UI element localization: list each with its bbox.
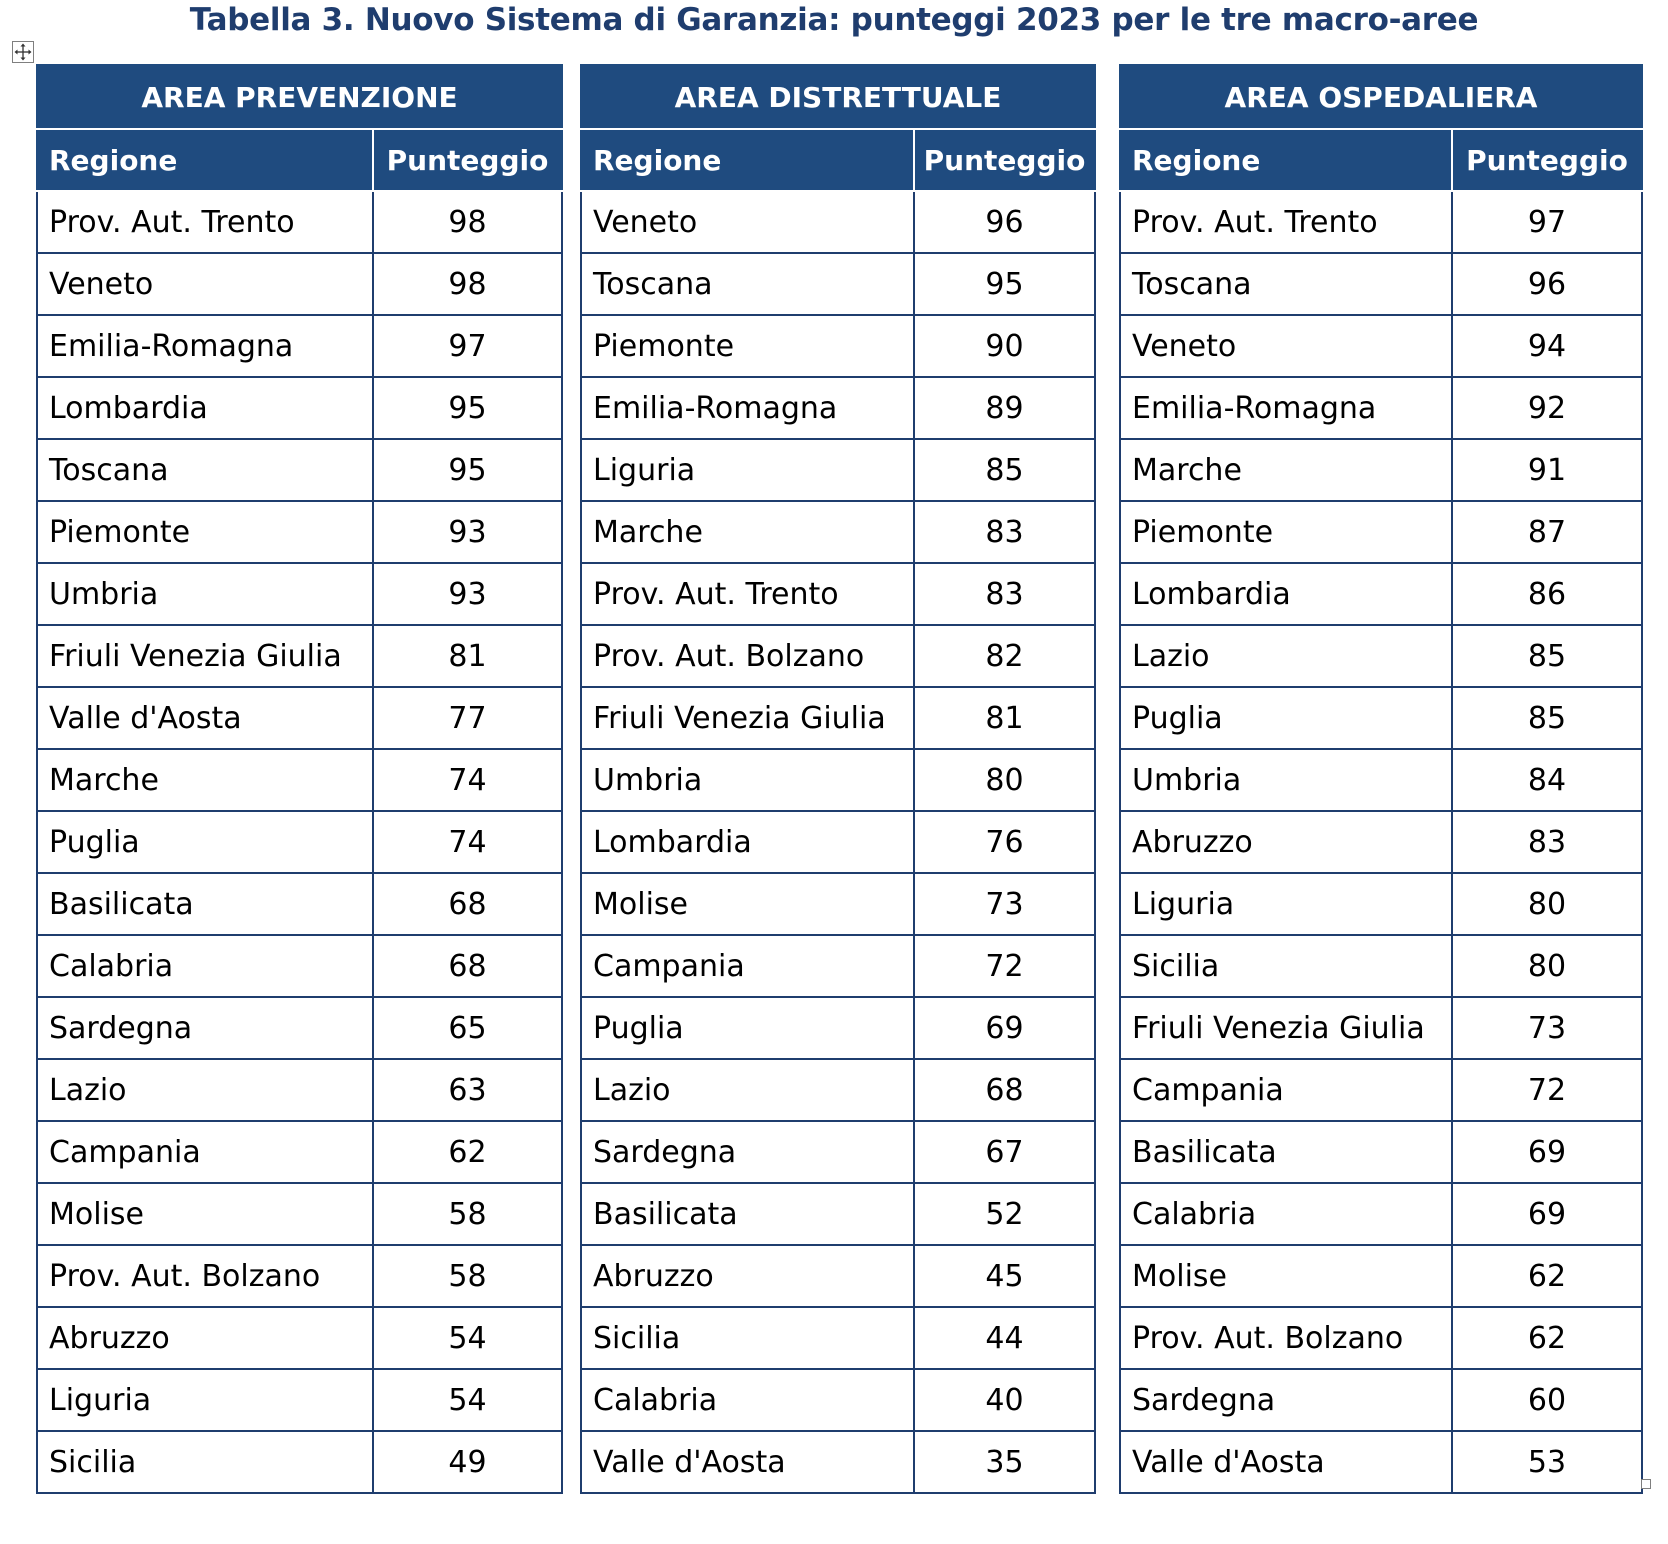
table-row bbox=[581, 997, 1095, 1059]
score-cell: 96 bbox=[914, 191, 1095, 253]
region-cell: Sardegna bbox=[581, 1121, 914, 1183]
score-cell: 77 bbox=[373, 687, 562, 749]
region-cell: Sardegna bbox=[1120, 1369, 1452, 1431]
score-cell: 85 bbox=[1452, 687, 1642, 749]
score-cell: 94 bbox=[1452, 315, 1642, 377]
table-row bbox=[37, 1369, 562, 1431]
table-row bbox=[1120, 1121, 1642, 1183]
table-row bbox=[581, 1369, 1095, 1431]
table-row bbox=[37, 687, 562, 749]
score-cell: 97 bbox=[373, 315, 562, 377]
region-cell: Abruzzo bbox=[581, 1245, 914, 1307]
region-cell: Molise bbox=[37, 1183, 373, 1245]
region-cell: Puglia bbox=[581, 997, 914, 1059]
region-cell: Friuli Venezia Giulia bbox=[1120, 997, 1452, 1059]
table-row bbox=[37, 191, 562, 253]
table-row bbox=[581, 315, 1095, 377]
table-row bbox=[581, 935, 1095, 997]
region-cell: Calabria bbox=[1120, 1183, 1452, 1245]
region-cell: Campania bbox=[581, 935, 914, 997]
table-row bbox=[581, 563, 1095, 625]
score-cell: 76 bbox=[914, 811, 1095, 873]
table-row bbox=[581, 501, 1095, 563]
score-cell: 62 bbox=[1452, 1307, 1642, 1369]
region-cell: Abruzzo bbox=[37, 1307, 373, 1369]
score-cell: 83 bbox=[914, 501, 1095, 563]
region-cell: Prov. Aut. Trento bbox=[581, 563, 914, 625]
table-row bbox=[1120, 873, 1642, 935]
score-cell: 67 bbox=[914, 1121, 1095, 1183]
score-cell: 95 bbox=[373, 377, 562, 439]
table-row bbox=[1120, 1183, 1642, 1245]
score-cell: 85 bbox=[914, 439, 1095, 501]
table-row bbox=[1120, 625, 1642, 687]
table-row bbox=[1120, 253, 1642, 315]
region-cell: Sicilia bbox=[1120, 935, 1452, 997]
region-cell: Lombardia bbox=[1120, 563, 1452, 625]
score-cell: 72 bbox=[1452, 1059, 1642, 1121]
table-row bbox=[37, 501, 562, 563]
table-row bbox=[37, 997, 562, 1059]
score-cell: 54 bbox=[373, 1369, 562, 1431]
table-row bbox=[581, 377, 1095, 439]
table-row bbox=[581, 873, 1095, 935]
region-cell: Puglia bbox=[37, 811, 373, 873]
table-row bbox=[37, 1059, 562, 1121]
score-cell: 80 bbox=[1452, 873, 1642, 935]
region-cell: Prov. Aut. Trento bbox=[37, 191, 373, 253]
table-row bbox=[37, 1431, 562, 1493]
table-row bbox=[581, 191, 1095, 253]
region-cell: Campania bbox=[1120, 1059, 1452, 1121]
table-row bbox=[581, 1431, 1095, 1493]
score-cell: 63 bbox=[373, 1059, 562, 1121]
table-move-icon[interactable] bbox=[12, 41, 34, 63]
score-cell: 93 bbox=[373, 563, 562, 625]
region-cell: Friuli Venezia Giulia bbox=[581, 687, 914, 749]
region-cell: Liguria bbox=[37, 1369, 373, 1431]
score-cell: 92 bbox=[1452, 377, 1642, 439]
table-row bbox=[581, 1245, 1095, 1307]
table-row bbox=[1120, 501, 1642, 563]
table-row bbox=[37, 873, 562, 935]
score-cell: 60 bbox=[1452, 1369, 1642, 1431]
column-header-regione: Regione bbox=[581, 129, 914, 191]
score-cell: 58 bbox=[373, 1183, 562, 1245]
score-cell: 81 bbox=[373, 625, 562, 687]
table-row bbox=[37, 563, 562, 625]
table-row bbox=[37, 1183, 562, 1245]
table-row bbox=[37, 253, 562, 315]
table-row bbox=[37, 315, 562, 377]
region-cell: Liguria bbox=[1120, 873, 1452, 935]
table-row bbox=[581, 1183, 1095, 1245]
table-row bbox=[1120, 1369, 1642, 1431]
region-cell: Puglia bbox=[1120, 687, 1452, 749]
table-row bbox=[1120, 935, 1642, 997]
score-cell: 54 bbox=[373, 1307, 562, 1369]
column-header-regione: Regione bbox=[37, 129, 373, 191]
region-cell: Valle d'Aosta bbox=[37, 687, 373, 749]
score-cell: 68 bbox=[914, 1059, 1095, 1121]
table-row bbox=[37, 811, 562, 873]
score-cell: 69 bbox=[1452, 1121, 1642, 1183]
score-cell: 89 bbox=[914, 377, 1095, 439]
table-row bbox=[37, 935, 562, 997]
table-row bbox=[581, 811, 1095, 873]
region-cell: Marche bbox=[581, 501, 914, 563]
region-cell: Toscana bbox=[581, 253, 914, 315]
score-cell: 73 bbox=[1452, 997, 1642, 1059]
table-row bbox=[1120, 315, 1642, 377]
score-cell: 73 bbox=[914, 873, 1095, 935]
score-cell: 35 bbox=[914, 1431, 1095, 1493]
region-cell: Umbria bbox=[1120, 749, 1452, 811]
score-cell: 82 bbox=[914, 625, 1095, 687]
score-cell: 95 bbox=[373, 439, 562, 501]
score-cell: 83 bbox=[914, 563, 1095, 625]
score-cell: 44 bbox=[914, 1307, 1095, 1369]
score-cell: 98 bbox=[373, 191, 562, 253]
region-cell: Prov. Aut. Trento bbox=[1120, 191, 1452, 253]
area-header: AREA PREVENZIONE bbox=[37, 65, 562, 129]
region-cell: Prov. Aut. Bolzano bbox=[581, 625, 914, 687]
table-body bbox=[37, 191, 562, 1493]
table-row bbox=[1120, 687, 1642, 749]
column-header-punteggio: Punteggio bbox=[373, 129, 562, 191]
score-cell: 58 bbox=[373, 1245, 562, 1307]
table-area-distrettuale bbox=[580, 64, 1096, 1494]
region-cell: Basilicata bbox=[581, 1183, 914, 1245]
region-cell: Umbria bbox=[581, 749, 914, 811]
table-row bbox=[1120, 1307, 1642, 1369]
score-cell: 53 bbox=[1452, 1431, 1642, 1493]
region-cell: Veneto bbox=[581, 191, 914, 253]
column-header-punteggio: Punteggio bbox=[1452, 129, 1642, 191]
region-cell: Molise bbox=[581, 873, 914, 935]
score-cell: 62 bbox=[1452, 1245, 1642, 1307]
table-row bbox=[1120, 377, 1642, 439]
region-cell: Liguria bbox=[581, 439, 914, 501]
table-row bbox=[1120, 1245, 1642, 1307]
score-cell: 45 bbox=[914, 1245, 1095, 1307]
score-cell: 74 bbox=[373, 749, 562, 811]
score-cell: 68 bbox=[373, 873, 562, 935]
region-cell: Emilia-Romagna bbox=[37, 315, 373, 377]
region-cell: Basilicata bbox=[1120, 1121, 1452, 1183]
score-cell: 72 bbox=[914, 935, 1095, 997]
region-cell: Toscana bbox=[1120, 253, 1452, 315]
score-cell: 83 bbox=[1452, 811, 1642, 873]
region-cell: Lombardia bbox=[581, 811, 914, 873]
table-row bbox=[1120, 439, 1642, 501]
region-cell: Valle d'Aosta bbox=[581, 1431, 914, 1493]
region-cell: Valle d'Aosta bbox=[1120, 1431, 1452, 1493]
region-cell: Veneto bbox=[37, 253, 373, 315]
score-cell: 93 bbox=[373, 501, 562, 563]
table-row bbox=[1120, 563, 1642, 625]
table-row bbox=[581, 749, 1095, 811]
score-cell: 68 bbox=[373, 935, 562, 997]
table-area-prevenzione bbox=[36, 64, 563, 1494]
table-row bbox=[1120, 749, 1642, 811]
region-cell: Piemonte bbox=[37, 501, 373, 563]
table-row bbox=[1120, 997, 1642, 1059]
region-cell: Emilia-Romagna bbox=[581, 377, 914, 439]
area-header: AREA OSPEDALIERA bbox=[1120, 65, 1642, 129]
table-row bbox=[581, 1121, 1095, 1183]
table-row bbox=[581, 625, 1095, 687]
score-cell: 80 bbox=[1452, 935, 1642, 997]
area-header: AREA DISTRETTUALE bbox=[581, 65, 1095, 129]
score-cell: 97 bbox=[1452, 191, 1642, 253]
score-cell: 52 bbox=[914, 1183, 1095, 1245]
table-row bbox=[37, 377, 562, 439]
region-cell: Piemonte bbox=[1120, 501, 1452, 563]
region-cell: Friuli Venezia Giulia bbox=[37, 625, 373, 687]
region-cell: Sicilia bbox=[37, 1431, 373, 1493]
table-row bbox=[1120, 191, 1642, 253]
table-row bbox=[581, 1059, 1095, 1121]
score-cell: 95 bbox=[914, 253, 1095, 315]
score-cell: 80 bbox=[914, 749, 1095, 811]
score-cell: 81 bbox=[914, 687, 1095, 749]
region-cell: Molise bbox=[1120, 1245, 1452, 1307]
score-cell: 65 bbox=[373, 997, 562, 1059]
region-cell: Sicilia bbox=[581, 1307, 914, 1369]
region-cell: Prov. Aut. Bolzano bbox=[37, 1245, 373, 1307]
region-cell: Toscana bbox=[37, 439, 373, 501]
table-resize-icon[interactable] bbox=[1641, 1479, 1651, 1489]
table-row bbox=[1120, 1059, 1642, 1121]
score-cell: 49 bbox=[373, 1431, 562, 1493]
score-cell: 87 bbox=[1452, 501, 1642, 563]
score-cell: 40 bbox=[914, 1369, 1095, 1431]
region-cell: Piemonte bbox=[581, 315, 914, 377]
score-cell: 85 bbox=[1452, 625, 1642, 687]
region-cell: Marche bbox=[1120, 439, 1452, 501]
region-cell: Campania bbox=[37, 1121, 373, 1183]
score-cell: 69 bbox=[1452, 1183, 1642, 1245]
table-row bbox=[581, 439, 1095, 501]
score-cell: 74 bbox=[373, 811, 562, 873]
table-row bbox=[1120, 811, 1642, 873]
table-row bbox=[1120, 1431, 1642, 1493]
table-row bbox=[37, 1121, 562, 1183]
table-row bbox=[581, 1307, 1095, 1369]
column-header-punteggio: Punteggio bbox=[914, 129, 1095, 191]
document-title: Tabella 3. Nuovo Sistema di Garanzia: punteggi 2023 per le tre macro-aree bbox=[189, 2, 1479, 38]
column-header-regione: Regione bbox=[1120, 129, 1452, 191]
table-row bbox=[37, 439, 562, 501]
score-cell: 86 bbox=[1452, 563, 1642, 625]
table-row bbox=[581, 687, 1095, 749]
score-cell: 90 bbox=[914, 315, 1095, 377]
region-cell: Umbria bbox=[37, 563, 373, 625]
region-cell: Calabria bbox=[37, 935, 373, 997]
region-cell: Veneto bbox=[1120, 315, 1452, 377]
table-body bbox=[581, 191, 1095, 1493]
table-row bbox=[37, 625, 562, 687]
region-cell: Lazio bbox=[37, 1059, 373, 1121]
score-cell: 84 bbox=[1452, 749, 1642, 811]
score-cell: 98 bbox=[373, 253, 562, 315]
region-cell: Lazio bbox=[581, 1059, 914, 1121]
region-cell: Lazio bbox=[1120, 625, 1452, 687]
table-body bbox=[1120, 191, 1642, 1493]
region-cell: Abruzzo bbox=[1120, 811, 1452, 873]
table-row bbox=[37, 1245, 562, 1307]
region-cell: Sardegna bbox=[37, 997, 373, 1059]
table-area-ospedaliera bbox=[1119, 64, 1643, 1494]
score-cell: 62 bbox=[373, 1121, 562, 1183]
region-cell: Calabria bbox=[581, 1369, 914, 1431]
region-cell: Emilia-Romagna bbox=[1120, 377, 1452, 439]
score-cell: 91 bbox=[1452, 439, 1642, 501]
table-row bbox=[581, 253, 1095, 315]
score-cell: 69 bbox=[914, 997, 1095, 1059]
region-cell: Basilicata bbox=[37, 873, 373, 935]
table-row bbox=[37, 1307, 562, 1369]
region-cell: Marche bbox=[37, 749, 373, 811]
table-row bbox=[37, 749, 562, 811]
region-cell: Lombardia bbox=[37, 377, 373, 439]
region-cell: Prov. Aut. Bolzano bbox=[1120, 1307, 1452, 1369]
score-cell: 96 bbox=[1452, 253, 1642, 315]
